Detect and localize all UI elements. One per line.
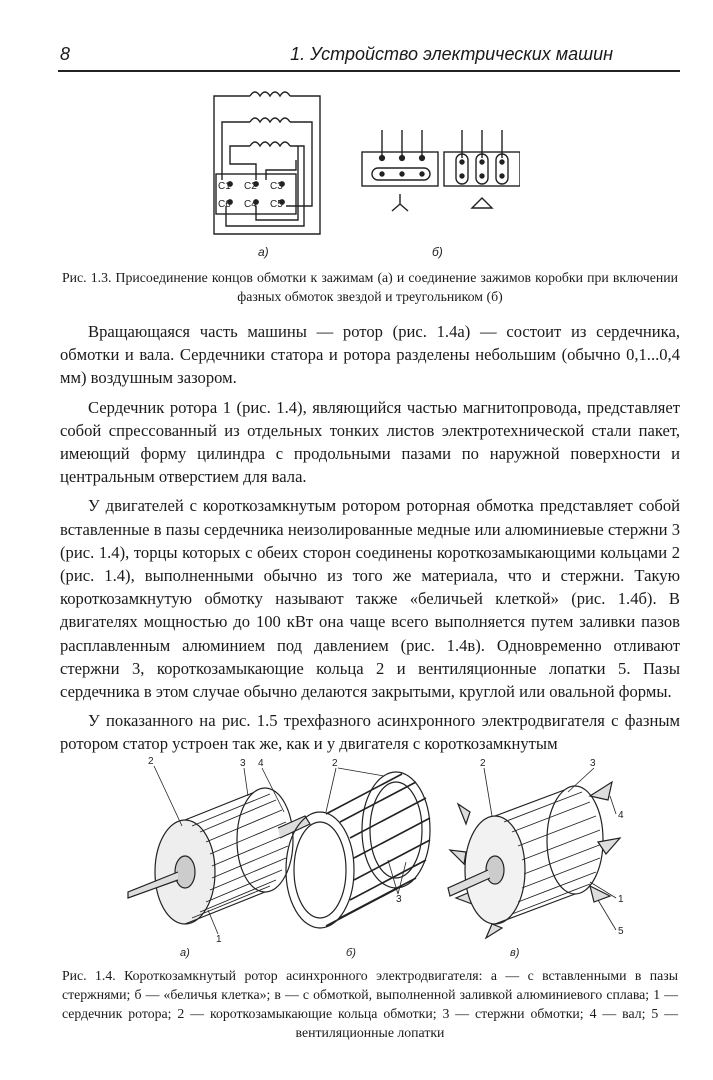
page-number: 8 [60, 44, 71, 64]
callout-a-2: 2 [148, 756, 154, 767]
figure-1-4-caption: Рис. 1.4. Короткозамкнутый ротор асинхронного электродвигателя: а — с вставленными в пазы стержнями; б — «беличья клетка»; в — с обмоткой, выполненной заливкой алюминиевого сплава; 1 — сердечник ротора; 2 — короткозамыкающие кольца обмотки; 3 — стержни обмотки; 4 — вал; 5 — вентиляционные лопатки [62, 968, 678, 1040]
squirrel-cage [286, 772, 430, 928]
star-connection-box [362, 130, 438, 211]
callout-b-3: 3 [396, 894, 402, 905]
figure-1-3-label-b: б) [432, 245, 443, 259]
figure-1-3-caption: Рис. 1.3. Присоединение концов обмотки к зажимам (а) и соединение зажимов коробки при включении фазных обмоток звездой и треугольником (б) [62, 270, 678, 304]
terminal-c1: C1 [218, 181, 231, 192]
body-text [60, 320, 680, 762]
chapter-title: 1. Устройство электрических машин [290, 44, 613, 64]
figure-1-4-label-b: б) [346, 947, 356, 959]
figure-1-3-label-a: а) [258, 245, 269, 259]
callout-b-2: 2 [332, 758, 338, 769]
terminal-c5: C5 [270, 199, 283, 210]
rotor-with-bars [128, 788, 310, 924]
figure-1-4-label-a: а) [180, 947, 190, 959]
callout-c-5: 5 [618, 926, 624, 937]
callout-c-4: 4 [618, 810, 624, 821]
paragraph: Сердечник ротора 1 (рис. 1.4), являющийся частью магнитопровода, представляет собой спрессованный из отдельных тонких листов электротехнической стали пакет, имеющий форму цилиндра с продольными пазами по наружной поверхности и центральным отверстием для вала. [60, 397, 680, 487]
die-cast-rotor [448, 782, 620, 938]
callout-a-3: 3 [240, 758, 246, 769]
callout-c-2: 2 [480, 758, 486, 769]
delta-connection-box [444, 130, 520, 208]
paragraph: У показанного на рис. 1.5 трехфазного асинхронного электродвигателя с фазным ротором статор устроен так же, как и у двигателя с короткозамкнутым [60, 711, 680, 754]
leaders-b [326, 768, 406, 894]
winding-diagram [214, 92, 320, 234]
paragraph: У двигателей с короткозамкнутым ротором роторная обмотка представляет собой вставленные в пазы сердечника неизолированные медные или алюминиевые стержни 3 (рис. 1.4), торцы которых с обеих сторон соединены короткозамыкающими кольцами 2 (рис. 1.4), выполненными обычно из того же материала, что и стержни. Такую короткозамкнутую обмотку называют также «беличьей клеткой» (рис. 1.4б). В двигателях мощностью до 100 кВт она чаще всего выполняется путем заливки пазов расплавленным алюминием под давлением (рис. 1.4в). Одновременно отливают стержни 3, короткозамыкающие кольца 2 и вентиляционные лопатки 5. Пазы сердечника в этом случае обычно делаются закрытыми, круглой или овальной формы. [60, 496, 680, 702]
star-symbol-icon [392, 194, 408, 211]
callout-a-4: 4 [258, 758, 264, 769]
coil-2-icon [250, 118, 290, 122]
figure-1-4 [120, 752, 640, 962]
delta-symbol-icon [472, 198, 492, 208]
callout-a-1: 1 [216, 934, 222, 945]
coil-1-icon [250, 92, 290, 96]
callout-c-1: 1 [618, 894, 624, 905]
header-rule [58, 70, 680, 72]
callout-c-3: 3 [590, 758, 596, 769]
coil-3-icon [250, 142, 290, 146]
terminal-c6: C6 [218, 199, 231, 210]
terminal-c3: C3 [270, 181, 283, 192]
figure-1-3 [200, 84, 520, 264]
terminal-c2: C2 [244, 181, 257, 192]
paragraph: Вращающаяся часть машины — ротор (рис. 1.4а) — состоит из сердечника, обмотки и вала. Сердечники статора и ротора разделены небольшим (обычно 0,1...0,4 мм) воздушным зазором. [60, 322, 680, 388]
terminal-c4: C4 [244, 199, 257, 210]
figure-1-4-label-c: в) [510, 947, 520, 959]
